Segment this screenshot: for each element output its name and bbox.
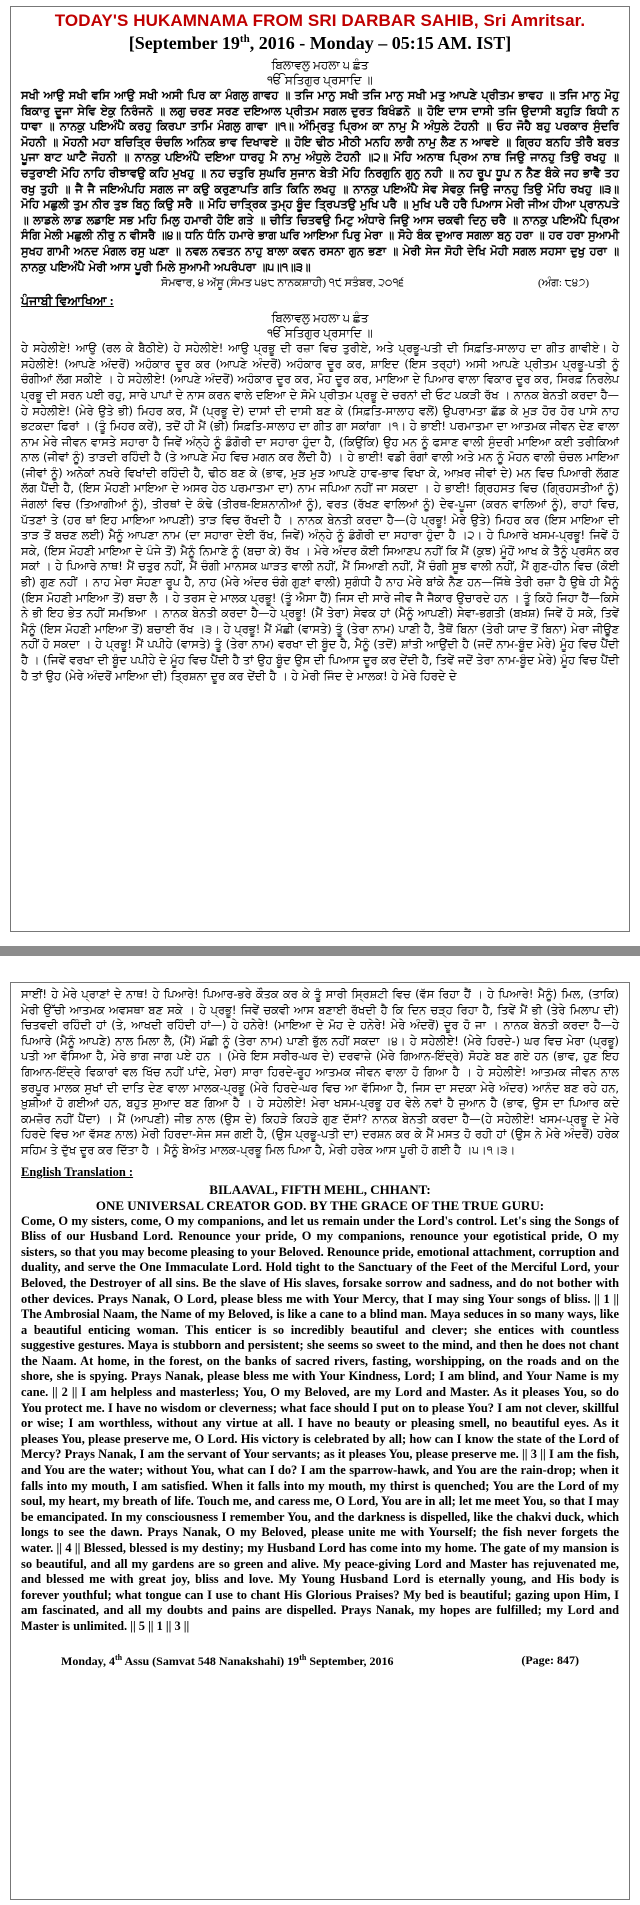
gurbani-text: ਸਖੀ ਆਉ ਸਖੀ ਵਸਿ ਆਉ ਸਖੀ ਅਸੀ ਪਿਰ ਕਾ ਮੰਗਲੁ ਗਾਵਹ ॥ ਤਜਿ ਮਾਨੁ ਸਖੀ ਤਜਿ ਮਾਨੁ ਸਖੀ ਮਤੁ ਆਪਣੇ ਪ੍ਰੀਤਮ ਭਾਵਹ ॥ ਤਜਿ ਮਾਨੁ ਮੋਹੁ ਬਿਕਾਰੁ ਦੂਜਾ ਸੇਵਿ ਏਕੁ ਨਿਰੰਜਨੋ ॥ ਲਗੁ ਚਰਣ ਸਰਣ ਦਇਆਲ ਪ੍ਰੀਤਮ ਸਗਲ ਦੁਰਤ ਬਿਖੰਡਨੋ ॥ ਹੋਇ ਦਾਸ ਦਾਸੀ ਤਜਿ ਉਦਾਸੀ ਬਹੁੜਿ ਬਿਧੀ ਨ ਧਾਵਾ ॥ ਨਾਨਕੁ ਪਇਅੰਪੈ ਕਰਹੁ ਕਿਰਪਾ ਤਾਮਿ ਮੰਗਲੁ ਗਾਵਾ ॥੧॥ ਅੰਮ੍ਰਿਤੁ ਪ੍ਰਿਅ ਕਾ ਨਾਮੁ ਮੈ ਅੰਧੁਲੇ ਟੋਹਨੀ ॥ ਓਹ ਜੋਹੈ ਬਹੁ ਪਰਕਾਰ ਸੁੰਦਰਿ ਮੋਹਨੀ ॥ ਮੋਹਨੀ ਮਹਾ ਬਚਿਤ੍ਰਿ ਚੰਚਲਿ ਅਨਿਕ ਭਾਵ ਦਿਖਾਵਏ ॥ ਹੋਇ ਢੀਠ ਮੀਠੀ ਮਨਹਿ ਲਾਗੈ ਨਾਮੁ ਲੈਣ ਨ ਆਵਏ ॥ ਗ੍ਰਿਹ ਬਨਹਿ ਤੀਰੈ ਬਰਤ ਪੂਜਾ ਬਾਟ ਘਾਟੈ ਜੋਹਨੀ ॥ ਨਾਨਕੁ ਪਇਅੰਪੈ ਦਇਆ ਧਾਰਹੁ ਮੈ ਨਾਮੁ ਅੰਧੁਲੇ ਟੋਹਨੀ ॥੨॥ ਮੋਹਿ ਅਨਾਥ ਪ੍ਰਿਅ ਨਾਥ ਜਿਉ ਜਾਨਹੁ ਤਿਉ ਰਖਹੁ ॥ ਚਤੁਰਾਈ ਮੋਹਿ ਨਾਹਿ ਰੀਝਾਵਉ ਕਹਿ ਮੁਖਹੁ ॥ ਨਹ ਚਤੁਰਿ ਸੁਘਰਿ ਸੁਜਾਨ ਬੇਤੀ ਮੋਹਿ ਨਿਰਗੁਨਿ ਗੁਨੁ ਨਹੀ ॥ ਨਹ ਰੂਪ ਧੂਪ ਨ ਨੈਣ ਬੰਕੇ ਜਹ ਭਾਵੈ ਤਹ ਰਖੁ ਤੁਹੀ ॥ ਜੈ ਜੈ ਜਇਅੰਪਹਿ ਸਗਲ ਜਾ ਕਉ ਕਰੁਣਾਪਤਿ ਗਤਿ ਕਿਨਿ ਲਖਹੁ ॥ ਨਾਨਕੁ ਪਇਅੰਪੈ ਸੇਵ ਸੇਵਕੁ ਜਿਉ ਜਾਨਹੁ ਤਿਉ ਮੋਹਿ ਰਖਹੁ ॥੩॥ ਮੋਹਿ ਮਛੁਲੀ ਤੁਮ ਨੀਰ ਤੁਝ ਬਿਨੁ ਕਿਉ ਸਰੈ ॥ ਮੋਹਿ ਚਾਤ੍ਰਿਕ ਤੁਮ੍ਹ ਬੂੰਦ ਤ੍ਰਿਪਤਉ ਮੁਖਿ ਪਰੈ ॥ ਮੁਖਿ ਪਰੈ ਹਰੈ ਪਿਆਸ ਮੇਰੀ ਜੀਅ ਹੀਆ ਪ੍ਰਾਨਪਤੇ ॥ ਲਾਡਲੇ ਲਾਡ ਲਡਾਇ ਸਭ ਮਹਿ ਮਿਲੁ ਹਮਾਰੀ ਹੋਇ ਗਤੇ ॥ ਚੀਤਿ ਚਿਤਵਉ ਮਿਟੁ ਅੰਧਾਰੇ ਜਿਉ ਆਸ ਚਕਵੀ ਦਿਨੁ ਚਰੈ ॥ ਨਾਨਕੁ ਪਇਅੰਪੈ ਪ੍ਰਿਅ ਸੰਗਿ ਮੇਲੀ ਮਛੁਲੀ ਨੀਰੁ ਨ ਵੀਸਰੈ ॥੪॥ ਧਨਿ ਧੰਨਿ ਹਮਾਰੇ ਭਾਗ ਘਰਿ ਆਇਆ ਪਿਰੁ ਮੇਰਾ ॥ ਸੋਹੇ ਬੰਕ ਦੁਆਰ ਸਗਲਾ ਬਨੁ ਹਰਾ ॥ ਹਰ ਹਰਾ ਸੁਆਮੀ ਸੁਖਹ ਗਾਮੀ ਅਨਦ ਮੰਗਲ ਰਸੁ ਘਣਾ ॥ ਨਵਲ ਨਵਤਨ ਨਾਹੁ ਬਾਲਾ ਕਵਨ ਰਸਨਾ ਗੁਨ ਭਣਾ ॥ ਮੇਰੀ ਸੇਜ ਸੋਹੀ ਦੇਖਿ ਮੋਹੀ ਸਗਲ ਸਹਸਾ ਦੁਖੁ ਹਰਾ ॥ ਨਾਨਕੁ ਪਇਅੰਪੈ ਮੇਰੀ ਆਸ ਪੂਰੀ ਮਿਲੇ ਸੁਆਮੀ ਅਪਰੰਪਰਾ ॥੫॥੧॥੩॥ — [21, 88, 619, 274]
english-heading-2: ONE UNIVERSAL CREATOR GOD. BY THE GRACE OF THE TRUE GURU: — [95, 1197, 545, 1213]
english-text: Come, O my sisters, come, O my companions, and let us remain under the Lord's control. Let's sing the Songs of Bliss of our Husband Lord. Renounce your pride, O my companions, renounce your egotistical pride, O my sisters, so that you may become pleasing to your Beloved. Renounce pride, emotional attachment, corruption and duality, and serve the One Immaculate Lord. Hold tight to the Sanctuary of the Feet of the Merciful Lord, your Beloved, the Destroyer of all sins. Be the slave of His slaves, forsake sorrow and sadness, and do not bother with other devices. Prays Nanak, O Lord, please bless me with Your Mercy, that I may sing Your songs of bliss. || 1 || The Ambrosial Naam, the Name of my Beloved, is like a cane to a blind man. Maya seduces in so many ways, like a beautiful enticing woman. This enticer is so incredibly beautiful and clever; she entices with countless suggestive gestures. Maya is stubborn and persistent; she seems so sweet to the mind, and then he does not chant the Naam. At home, in the forest, on the banks of sacred rivers, fasting, worshipping, on the roads and on the shore, she is spying. Prays Nanak, please bless me with Your Kindness, Lord; I am blind, and Your Name is my cane. || 2 || I am helpless and masterless; You, O my Beloved, are my Lord and Master. As it pleases You, so do You protect me. I have no wisdom or cleverness; what face should I put on to please You? I am not clever, skillful or wise; I am worthless, without any virtue at all. I have no beauty or pleasing smell, no beautiful eyes. As it pleases You, please preserve me, O Lord. His victory is celebrated by all; how can I know the state of the Lord of Mercy? Prays Nanak, I am the servant of Your servants; as it pleases You, please preserve me. || 3 || I am the fish, and You are the water; without You, what can I do? I am the sparrow-hawk, and You are the rain-drop; when it falls into my mouth, I am satisfied. When it falls into my mouth, my thirst is quenched; You are the Lord of my soul, my heart, my breath of life. Touch me, and caress me, O Lord, You are in all; let me meet You, so that I may be emancipated. In my consciousness I remember You, and the darkness is dispelled, like the chakvi duck, which longs to see the dawn. Prays Nanak, O my Beloved, please unite me with Yourself; the fish never forgets the water. || 4 || Blessed, blessed is my destiny; my Husband Lord has come into my home. The gate of my mansion is so beautiful, and all my gardens are so green and alive. My peace-giving Lord and Master has rejuvenated me, and blessed me with great joy, bliss and love. My Young Husband Lord is eternally young, and His body is forever youthful; what tongue can I use to chant His Glorious Praises? My bed is beautiful; gazing upon Him, I am fascinated, and all my doubts and pains are dispelled. Prays Nanak, my hopes are fulfilled; my Lord and Master is unlimited. || 5 || 1 || 3 || — [21, 1213, 619, 1633]
date-line — [21, 33, 619, 54]
hukamnama-card-top — [10, 6, 630, 932]
gurbani-date: ਸੋਮਵਾਰ, ੪ ਅੱਸੂ (ਸੰਮਤ ੫੪੮ ਨਾਨਕਸ਼ਾਹੀ) ੧੯ ਸਤੰਬਰ, ੨੦੧੬ — [161, 277, 405, 290]
footer-date-pre: Monday, 4 — [61, 1653, 116, 1668]
hukamnama-card-bottom — [10, 982, 630, 1900]
gurbani-meta — [161, 277, 589, 290]
date-line-sup: th — [239, 33, 250, 45]
english-heading-1: BILAAVAL, FIFTH MEHL, CHHANT: — [209, 1181, 431, 1197]
footer — [61, 1653, 579, 1669]
date-line-pre: [September 19 — [128, 33, 240, 53]
date-line-post: , 2016 - Monday – 05:15 AM. IST] — [249, 33, 512, 53]
punjabi-mool: ੴ ਸਤਿਗੁਰ ਪ੍ਰਸਾਦਿ ॥ — [267, 326, 373, 341]
page-title: TODAY'S HUKAMNAMA FROM SRI DARBAR SAHIB, Sri Amritsar. — [54, 11, 586, 30]
footer-date-mid: Assu (Samvat 548 Nanakshahi) 19 — [122, 1653, 300, 1668]
punjabi-text-part2: ਸਾਈਂ! ਹੇ ਮੇਰੇ ਪ੍ਰਾਣਾਂ ਦੇ ਨਾਥ! ਹੇ ਪਿਆਰੇ! ਪਿਆਰ-ਭਰੇ ਕੌਤਕ ਕਰ ਕੇ ਤੂੰ ਸਾਰੀ ਸ੍ਰਿਸ਼ਟੀ ਵਿਚ (ਵੱਸ ਰਿਹਾ ਹੈਂ । ਹੇ ਪਿਆਰੇ! ਮੈਨੂੰ) ਮਿਲ, (ਤਾਕਿ) ਮੇਰੀ ਉੱਚੀ ਆਤਮਕ ਅਵਸਥਾ ਬਣ ਸਕੇ । ਹੇ ਪ੍ਰਭੂ! ਜਿਵੇਂ ਚਕਵੀ ਆਸ ਬਣਾਈ ਰੱਖਦੀ ਹੈ ਕਿ ਦਿਨ ਚੜ੍ਹ ਰਿਹਾ ਹੈ, ਤਿਵੇਂ ਮੈਂ ਭੀ (ਤੇਰੇ ਮਿਲਾਪ ਦੀ) ਚਿਤਵਦੀ ਰਹਿੰਦੀ ਹਾਂ (ਤੇ, ਆਖਦੀ ਰਹਿੰਦੀ ਹਾਂ—) ਹੇ ਹਨੇਰੇ! (ਮਾਇਆ ਦੇ ਮੋਹ ਦੇ ਹਨੇਰੇ! ਮੇਰੇ ਅੰਦਰੋਂ) ਦੂਰ ਹੋ ਜਾ । ਨਾਨਕ ਬੇਨਤੀ ਕਰਦਾ ਹੈ—ਹੇ ਪਿਆਰੇ (ਮੈਨੂੰ ਆਪਣੇ) ਨਾਲ ਮਿਲਾ ਲੈ, (ਮੈਂ) ਮੱਛੀ ਨੂੰ (ਤੇਰਾ ਨਾਮ) ਪਾਣੀ ਭੁੱਲ ਨਹੀਂ ਸਕਦਾ ।੪। ਹੇ ਸਹੇਲੀਏ! (ਮੇਰੇ ਹਿਰਦੇ-) ਘਰ ਵਿਚ ਮੇਰਾ (ਪ੍ਰਭੂ) ਪਤੀ ਆ ਵੱਸਿਆ ਹੈ, ਮੇਰੇ ਭਾਗ ਜਾਗ ਪਏ ਹਨ । (ਮੇਰੇ ਇਸ ਸਰੀਰ-ਘਰ ਦੇ) ਦਰਵਾਜ਼ੇ (ਮੇਰੇ ਗਿਆਨ-ਇੰਦ੍ਰੇ) ਸੋਹਣੇ ਬਣ ਗਏ ਹਨ (ਭਾਵ, ਹੁਣ ਇਹ ਗਿਆਨ-ਇੰਦ੍ਰੇ ਵਿਕਾਰਾਂ ਵਲ ਖਿੱਚ ਨਹੀਂ ਪਾਂਦੇ, ਮੇਰਾ) ਸਾਰਾ ਹਿਰਦੇ-ਰੂਹ ਆਤਮਕ ਜੀਵਨ ਵਾਲਾ ਹੋ ਗਿਆ ਹੈ । ਹੇ ਸਹੇਲੀਏ! ਆਤਮਕ ਜੀਵਨ ਨਾਲ ਭਰਪੂਰ ਮਾਲਕ ਸੁਖਾਂ ਦੀ ਦਾਤਿ ਦੇਣ ਵਾਲਾ ਮਾਲਕ-ਪ੍ਰਭੂ (ਮੇਰੇ ਹਿਰਦੇ-ਘਰ ਵਿਚ ਆ ਵੱਸਿਆ ਹੈ, ਜਿਸ ਦਾ ਸਦਕਾ ਮੇਰੇ ਅੰਦਰ) ਆਨੰਦ ਬਣ ਰਹੇ ਹਨ, ਖ਼ੁਸ਼ੀਆਂ ਹੋ ਗਈਆਂ ਹਨ, ਬਹੁਤ ਸੁਆਦ ਬਣ ਗਿਆ ਹੈ । ਹੇ ਸਹੇਲੀਏ! ਮੇਰਾ ਖਸਮ-ਪ੍ਰਭੂ ਹਰ ਵੇਲੇ ਨਵਾਂ ਹੈ ਜੁਆਨ ਹੈ (ਭਾਵ, ਉਸ ਦਾ ਪਿਆਰ ਕਦੇ ਕਮਜ਼ੋਰ ਨਹੀਂ ਪੈਂਦਾ) । ਮੈਂ (ਆਪਣੀ) ਜੀਭ ਨਾਲ (ਉਸ ਦੇ) ਕਿਹੜੇ ਕਿਹੜੇ ਗੁਣ ਦੱਸਾਂ? ਨਾਨਕ ਬੇਨਤੀ ਕਰਦਾ ਹੈ—(ਹੇ ਸਹੇਲੀਏ! ਖਸਮ-ਪ੍ਰਭੂ ਦੇ ਮੇਰੇ ਹਿਰਦੇ ਵਿਚ ਆ ਵੱਸਣ ਨਾਲ) ਮੇਰੀ ਹਿਰਦਾ-ਸੇਜ ਸਜ ਗਈ ਹੈ, (ਉਸ ਪ੍ਰਭੂ-ਪਤੀ ਦਾ) ਦਰਸ਼ਨ ਕਰ ਕੇ ਮੈਂ ਮਸਤ ਹੋ ਰਹੀ ਹਾਂ (ਉਸ ਨੇ ਮੇਰੇ ਅੰਦਰੋਂ) ਹਰੇਕ ਸਹਿਮ ਤੇ ਦੁੱਖ ਦੂਰ ਕਰ ਦਿੱਤਾ ਹੈ । ਮੈਨੂੰ ਬੇਅੰਤ ਮਾਲਕ-ਪ੍ਰਭੂ ਮਿਲ ਪਿਆ ਹੈ, ਮੇਰੀ ਹਰੇਕ ਆਸ ਪੂਰੀ ਹੋ ਗਈ ਹੈ ।੫।੧।੩। — [21, 987, 619, 1157]
punjabi-label: ਪੰਜਾਬੀ ਵਿਆਖਿਆ : — [21, 294, 114, 309]
gurbani-mool: ੴ ਸਤਿਗੁਰ ਪ੍ਰਸਾਦਿ ॥ — [267, 73, 373, 87]
footer-date-sup: th — [115, 1652, 123, 1662]
gurbani-heading: ਬਿਲਾਵਲੁ ਮਹਲਾ ੫ ਛੰਤ — [271, 58, 369, 72]
footer-date-sup2: th — [299, 1652, 307, 1662]
english-label: English Translation : — [21, 1164, 134, 1179]
gurbani-page: (ਅੰਗ: ੮੪੭) — [538, 277, 589, 290]
footer-page: (Page: 847) — [521, 1652, 579, 1667]
punjabi-heading: ਬਿਲਾਵਲੁ ਮਹਲਾ ੫ ਛੰਤ — [271, 311, 369, 326]
page-separator — [0, 946, 640, 956]
punjabi-text-part1: ਹੇ ਸਹੇਲੀਏ! ਆਉ (ਰਲ ਕੇ ਬੈਠੀਏ) ਹੇ ਸਹੇਲੀਏ! ਆਉ ਪ੍ਰਭੂ ਦੀ ਰਜ਼ਾ ਵਿਚ ਤੁਰੀਏ, ਅਤੇ ਪ੍ਰਭੂ-ਪਤੀ ਦੀ ਸਿਫ਼ਤਿ-ਸਾਲਾਹ ਦਾ ਗੀਤ ਗਾਵੀਏ। ਹੇ ਸਹੇਲੀਏ! (ਆਪਣੇ ਅੰਦਰੋਂ) ਅਹੰਕਾਰ ਦੂਰ ਕਰ (ਆਪਣੇ ਅੰਦਰੋਂ) ਅਹੰਕਾਰ ਦੂਰ ਕਰ, ਸ਼ਾਇਦ (ਇਸ ਤਰ੍ਹਾਂ) ਅਸੀ ਆਪਣੇ ਪ੍ਰੀਤਮ ਪ੍ਰਭੂ-ਪਤੀ ਨੂੰ ਚੰਗੀਆਂ ਲੱਗ ਸਕੀਏ । ਹੇ ਸਹੇਲੀਏ! (ਆਪਣੇ ਅੰਦਰੋਂ) ਅਹੰਕਾਰ ਦੂਰ ਕਰ, ਮੋਹ ਦੂਰ ਕਰ, ਮਾਇਆ ਦੇ ਪਿਆਰ ਵਾਲਾ ਵਿਕਾਰ ਦੂਰ ਕਰ, ਸਿਰਫ਼ ਨਿਰਲੇਪ ਪ੍ਰਭੂ ਦੀ ਸਰਨ ਪਈ ਰਹੁ, ਸਾਰੇ ਪਾਪਾਂ ਦੇ ਨਾਸ ਕਰਨ ਵਾਲੇ ਦਇਆ ਦੇ ਸੋਮੇ ਪ੍ਰੀਤਮ ਪ੍ਰਭੂ ਦੇ ਚਰਨਾਂ ਦੀ ਓਟ ਪਕੜੀ ਰੱਖ । ਨਾਨਕ ਬੇਨਤੀ ਕਰਦਾ ਹੈ—ਹੇ ਸਹੇਲੀਏ! (ਮੇਰੇ ਉਤੇ ਭੀ) ਮਿਹਰ ਕਰ, ਮੈਂ (ਪ੍ਰਭੂ ਦੇ) ਦਾਸਾਂ ਦੀ ਦਾਸੀ ਬਣ ਕੇ (ਸਿਫ਼ਤਿ-ਸਾਲਾਹ ਵਲੋਂ) ਉਪਰਾਮਤਾ ਛੱਡ ਕੇ ਮੁੜ ਹੋਰ ਹੋਰ ਪਾਸੇ ਨਾਹ ਭਟਕਦਾ ਫਿਰਾਂ । (ਤੂੰ ਮਿਹਰ ਕਰੇਂ), ਤਦੋਂ ਹੀ ਮੈਂ (ਭੀ) ਸਿਫ਼ਤਿ-ਸਾਲਾਹ ਦਾ ਗੀਤ ਗਾ ਸਕਾਂਗਾ ।੧। ਹੇ ਭਾਈ! ਪਰਮਾਤਮਾ ਦਾ ਆਤਮਕ ਜੀਵਨ ਦੇਣ ਵਾਲਾ ਨਾਮ ਮੇਰੇ ਜੀਵਨ ਵਾਸਤੇ ਸਹਾਰਾ ਹੈ ਜਿਵੇਂ ਅੰਨ੍ਹੇ ਨੂੰ ਡੰਗੋਰੀ ਦਾ ਸਹਾਰਾ ਹੁੰਦਾ ਹੈ, (ਕਿਉਂਕਿ) ਉਹ ਮਨ ਨੂੰ ਫਸਾਣ ਵਾਲੀ ਸੁੰਦਰੀ ਮਾਇਆ ਕਈ ਤਰੀਕਿਆਂ ਨਾਲ (ਜੀਵਾਂ ਨੂੰ) ਤਾੜਦੀ ਰਹਿੰਦੀ ਹੈ (ਤੇ ਆਪਣੇ ਮੋਹ ਵਿਚ ਮਗਨ ਕਰ ਲੈਂਦੀ ਹੈ) । ਹੇ ਭਾਈ! ਵਡੀ ਰੰਗਾਂ ਵਾਲੀ ਅਤੇ ਮਨ ਨੂੰ ਮੋਹਨ ਵਾਲੀ ਚੰਚਲ ਮਾਇਆ (ਜੀਵਾਂ ਨੂੰ) ਅਨੇਕਾਂ ਨਖਰੇ ਵਿਖਾਂਦੀ ਰਹਿੰਦੀ ਹੈ, ਢੀਠ ਬਣ ਕੇ (ਭਾਵ, ਮੁੜ ਮੁੜ ਆਪਣੇ ਹਾਵ-ਭਾਵ ਵਿਖਾ ਕੇ, ਆਖ਼ਰ ਜੀਵਾਂ ਦੇ) ਮਨ ਵਿਚ ਪਿਆਰੀ ਲੱਗਣ ਲੱਗ ਪੈਂਦੀ ਹੈ, (ਇਸ ਮੋਹਣੀ ਮਾਇਆ ਦੇ ਅਸਰ ਹੇਠ ਪਰਮਾਤਮਾ ਦਾ) ਨਾਮ ਜਪਿਆ ਨਹੀਂ ਜਾ ਸਕਦਾ । ਹੇ ਭਾਈ! ਗ੍ਰਿਹਸਤ ਵਿਚ (ਗ੍ਰਿਹਸਤੀਆਂ ਨੂੰ) ਜੰਗਲਾਂ ਵਿਚ (ਤਿਆਗੀਆਂ ਨੂੰ), ਤੀਰਥਾਂ ਦੇ ਕੰਢੇ (ਤੀਰਥ-ਇਸ਼ਨਾਨੀਆਂ ਨੂੰ), ਵਰਤ (ਰੱਖਣ ਵਾਲਿਆਂ ਨੂੰ) ਦੇਵ-ਪੂਜਾ (ਕਰਨ ਵਾਲਿਆਂ ਨੂੰ), ਰਾਹਾਂ ਵਿਚ, ਪੱਤਣਾਂ ਤੇ (ਹਰ ਥਾਂ ਇਹ ਮਾਇਆ ਆਪਣੀ) ਤਾੜ ਵਿਚ ਰੱਖਦੀ ਹੈ । ਨਾਨਕ ਬੇਨਤੀ ਕਰਦਾ ਹੈ—(ਹੇ ਪ੍ਰਭੂ! ਮੇਰੇ ਉਤੇ) ਮਿਹਰ ਕਰ (ਇਸ ਮਾਇਆ ਦੀ ਤਾੜ ਤੋਂ ਬਚਣ ਲਈ) ਮੈਨੂੰ ਆਪਣਾ ਨਾਮ (ਦਾ ਸਹਾਰਾ ਦੇਈ ਰੱਖ, ਜਿਵੇਂ) ਅੰਨ੍ਹੇ ਨੂੰ ਡੰਗੋਰੀ ਦਾ ਸਹਾਰਾ ਹੁੰਦਾ ਹੈ ।੨। ਹੇ ਪਿਆਰੇ ਖਸਮ-ਪ੍ਰਭੂ! ਜਿਵੇਂ ਹੋ ਸਕੇ, (ਇਸ ਮੋਹਣੀ ਮਾਇਆ ਦੇ ਪੰਜੇ ਤੋਂ) ਮੈਨੂੰ ਨਿਮਾਣੇ ਨੂੰ (ਬਚਾ ਕੇ) ਰੱਖ । ਮੇਰੇ ਅੰਦਰ ਕੋਈ ਸਿਆਣਪ ਨਹੀਂ ਕਿ ਮੈਂ (ਕੁਝ) ਮੂੰਹੋਂ ਆਖ ਕੇ ਤੈਨੂੰ ਪ੍ਰਸੰਨ ਕਰ ਸਕਾਂ । ਹੇ ਪਿਆਰੇ ਨਾਥ! ਮੈਂ ਚਤੁਰ ਨਹੀਂ, ਮੈਂ ਚੰਗੀ ਮਾਨਸਕ ਘਾੜਤ ਵਾਲੀ ਨਹੀਂ, ਮੈਂ ਸਿਆਣੀ ਨਹੀਂ, ਮੈਂ ਚੰਗੀ ਸੂਝ ਵਾਲੀ ਨਹੀਂ, ਮੈਂ ਗੁਣ-ਹੀਨ ਵਿਚ (ਕੋਈ ਭੀ) ਗੁਣ ਨਹੀਂ । ਨਾਹ ਮੇਰਾ ਸੋਹਣਾ ਰੂਪ ਹੈ, ਨਾਹ (ਮੇਰੇ ਅੰਦਰ ਚੰਗੇ ਗੁਣਾਂ ਵਾਲੀ) ਸੁਗੰਧੀ ਹੈ ਨਾਹ ਮੇਰੇ ਬਾਂਕੇ ਨੈਣ ਹਨ—ਜਿੱਥੇ ਤੇਰੀ ਰਜ਼ਾ ਹੈ ਉਥੇ ਹੀ ਮੈਨੂੰ (ਇਸ ਮੋਹਣੀ ਮਾਇਆ ਤੋਂ) ਬਚਾ ਲੈ । ਹੇ ਤਰਸ ਦੇ ਮਾਲਕ ਪ੍ਰਭੂ! (ਤੂੰ ਐਸਾ ਹੈਂ) ਜਿਸ ਦੀ ਸਾਰੇ ਜੀਵ ਜੈ ਜੈਕਾਰ ਉਚਾਰਦੇ ਹਨ । ਤੂੰ ਕਿਹੋ ਜਿਹਾ ਹੈਂ—ਕਿਸੇ ਨੇ ਭੀ ਇਹ ਭੇਤ ਨਹੀਂ ਸਮਝਿਆ । ਨਾਨਕ ਬੇਨਤੀ ਕਰਦਾ ਹੈ—ਹੇ ਪ੍ਰਭੂ! (ਮੈਂ ਤੇਰਾ) ਸੇਵਕ ਹਾਂ (ਮੈਨੂੰ ਆਪਣੀ) ਸੇਵਾ-ਭਗਤੀ (ਬਖ਼ਸ਼) ਜਿਵੇਂ ਹੋ ਸਕੇ, ਤਿਵੇਂ ਮੈਨੂੰ (ਇਸ ਮੋਹਣੀ ਮਾਇਆ ਤੋਂ) ਬਚਾਈ ਰੱਖ ।੩। ਹੇ ਪ੍ਰਭੂ! ਮੈਂ ਮੱਛੀ (ਵਾਸਤੇ) ਤੂੰ (ਤੇਰਾ ਨਾਮ) ਪਾਣੀ ਹੈ, ਤੈਥੋਂ ਬਿਨਾ (ਤੇਰੀ ਯਾਦ ਤੋਂ ਬਿਨਾ) ਮੇਰਾ ਜੀਊਣ ਨਹੀਂ ਹੋ ਸਕਦਾ । ਹੇ ਪ੍ਰਭੂ! ਮੈਂ ਪਪੀਹੇ (ਵਾਸਤੇ) ਤੂੰ (ਤੇਰਾ ਨਾਮ) ਵਰਖਾ ਦੀ ਬੂੰਦ ਹੈ, ਮੈਨੂੰ (ਤਦੋਂ) ਸ਼ਾਂਤੀ ਆਉਂਦੀ ਹੈ (ਜਦੋਂ ਨਾਮ-ਬੂੰਦ ਮੇਰੇ) ਮੂੰਹ ਵਿਚ ਪੈਂਦੀ ਹੈ । (ਜਿਵੇਂ ਵਰਖਾ ਦੀ ਬੂੰਦ ਪਪੀਹੇ ਦੇ ਮੂੰਹ ਵਿਚ ਪੈਂਦੀ ਹੈ ਤਾਂ ਉਹ ਬੂੰਦ ਉਸ ਦੀ ਪਿਆਸ ਦੂਰ ਕਰ ਦੇਂਦੀ ਹੈ, ਤਿਵੇਂ ਜਦੋਂ ਤੇਰਾ ਨਾਮ-ਬੂੰਦ ਮੇਰੇ) ਮੂੰਹ ਵਿਚ ਪੈਂਦੀ ਹੈ ਤਾਂ ਉਹ (ਮੇਰੇ ਅੰਦਰੋਂ ਮਾਇਆ ਦੀ) ਤ੍ਰਿਸ਼ਨਾ ਦੂਰ ਕਰ ਦੇਂਦੀ ਹੈ । ਹੇ ਮੇਰੀ ਜਿੰਦ ਦੇ ਮਾਲਕ! ਹੇ ਮੇਰੇ ਹਿਰਦੇ ਦੇ — [21, 341, 619, 683]
footer-date — [61, 1653, 394, 1669]
footer-date-post: September, 2016 — [306, 1653, 394, 1668]
